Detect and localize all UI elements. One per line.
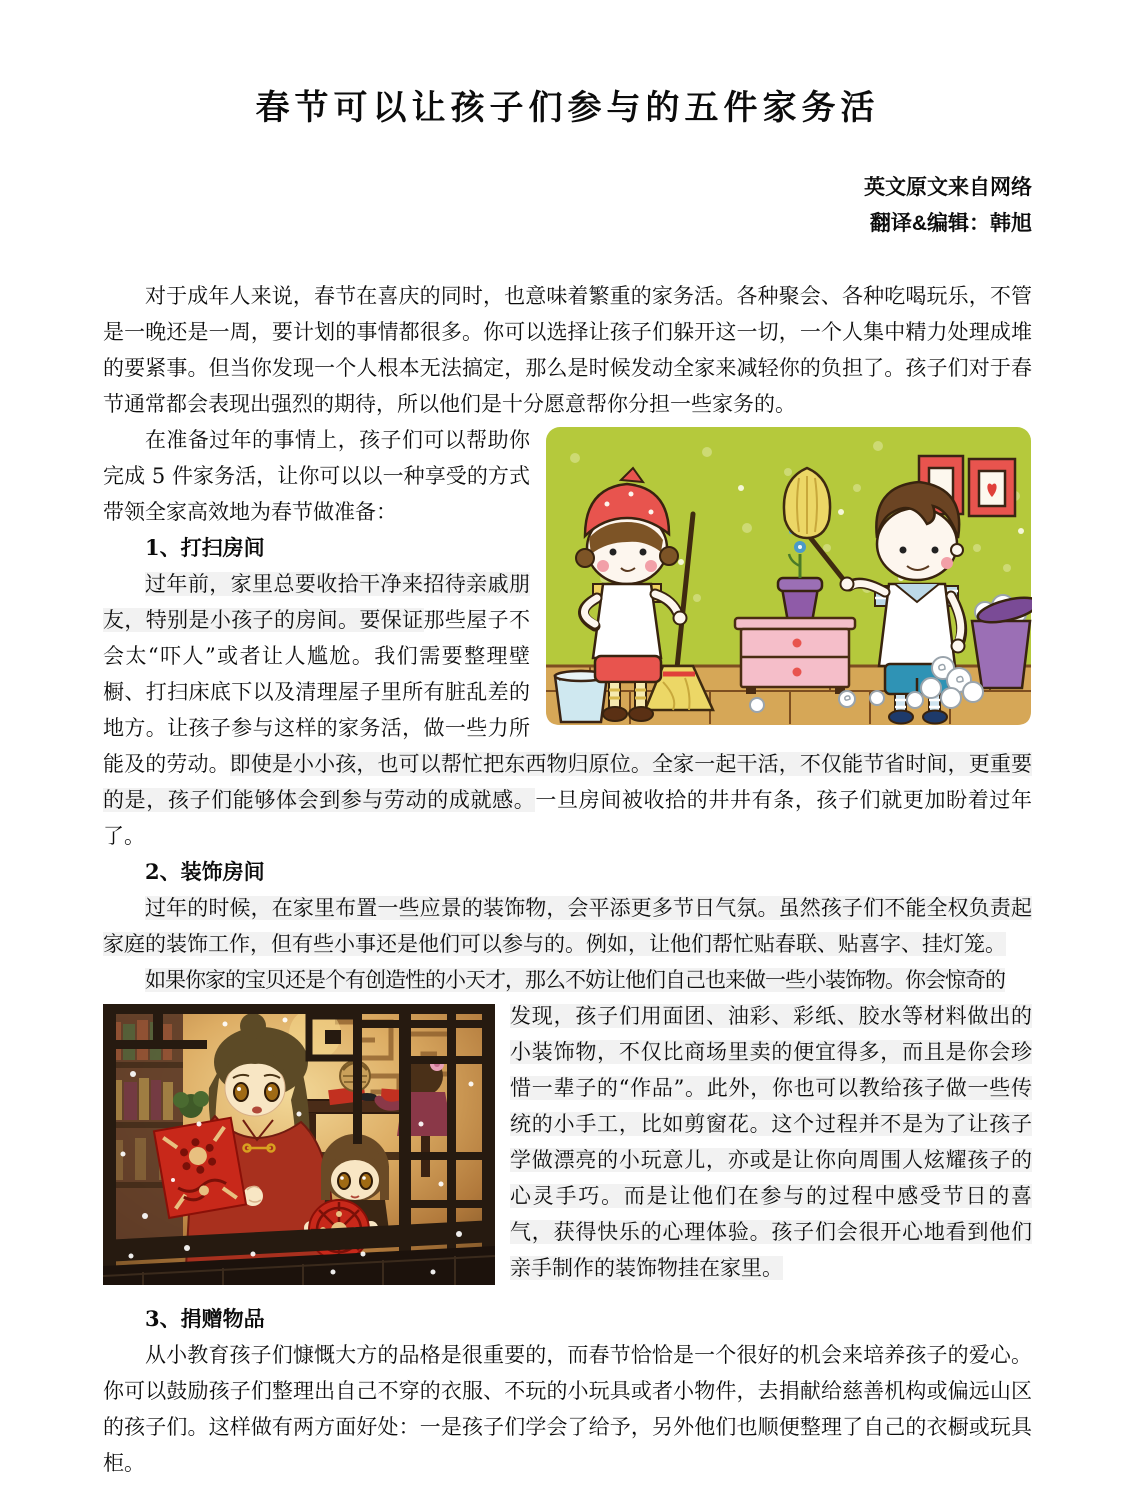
section-clean-room bbox=[103, 422, 1032, 854]
text-run: 那些屋子不会太“吓人”或者让人尴尬。我们需要整理壁橱、打扫床底下以及清理屋子里所有脏乱差的地方。让孩子参与这样的家务活，做一些力所能及的劳动。 bbox=[103, 608, 531, 776]
byline-credit: 翻译&编辑：韩旭 bbox=[869, 212, 1032, 235]
byline-source: 英文原文来自网络 bbox=[864, 176, 1032, 199]
intro-paragraph: 对于成年人来说，春节在喜庆的同时，也意味着繁重的家务活。各种聚会、各种吃喝玩乐，不管是一晚还是一周，要计划的事情都很多。你可以选择让孩子们躲开这一切，一个人集中精力处理成堆的要紧事。但当你发现一个人根本无法搞定，那么是时候发动全家来减轻你的负担了。孩子们对于春节通常都会表现出强烈的期待，所以他们是十分愿意帮你分担一些家务的。 bbox=[103, 284, 1032, 416]
lead-in-paragraph: 在准备过年的事情上，孩子们可以帮助你完成 5 件家务活，让你可以以一种享受的方式带领全家高效地为春节做准备： bbox=[103, 428, 530, 524]
text-run: 发现，孩子们用面团、油彩、彩纸、胶水等材料做出的小装饰物，不仅比商场里卖的便宜得多，而且是你会珍惜一辈子的“作品”。此外，你也可以教给孩子做一些传统的小手工，比如剪窗花。这个过程并不是为了让孩子学做漂亮的小玩意儿，亦或是让你向周围人炫耀孩子的心灵手巧。而是让他们在参与的过程中感受节日的喜气，获得快乐的心理体验。孩子们会很开心地看到他们亲手制作的装饰物挂在家里。 bbox=[510, 1004, 1032, 1280]
donate-paragraph: 从小教育孩子们慷慨大方的品格是很重要的，而春节恰恰是一个很好的机会来培养孩子的爱心。你可以鼓励孩子们整理出自己不穿的衣服、不玩的小玩具或者小物件，去捐献给慈善机构或偏远山区的孩子们。这样做有两方面好处：一是孩子们学会了给予，另外他们也顺便整理了自己的衣橱或玩具柜。 bbox=[103, 1343, 1032, 1475]
cleaning-cartoon-image bbox=[545, 426, 1032, 726]
text-run: 过年的时候，在家里布置一些应景的装饰物，会平添更多节日气氛。虽然孩子们不能全权负责起家庭的装饰工作，但有些小事还是他们可以参与的。例如，让他们帮忙贴春联、贴喜字、挂灯笼。 bbox=[103, 896, 1032, 956]
heading-decorate-room: 2、装饰房间 bbox=[145, 859, 265, 884]
text-run: 即使是小小孩，也可以帮忙把东西物归原位。全家一起干活，不仅能节省时间，更重要的是，孩子们能够体会到参与劳动的成就感。 bbox=[103, 752, 1033, 812]
paper-cutting-illustration bbox=[103, 1004, 495, 1285]
heading-clean-room: 1、打扫房间 bbox=[145, 535, 265, 560]
square-papercut bbox=[154, 1118, 246, 1218]
page-title: 春节可以让孩子们参与的五件家务活 bbox=[255, 88, 880, 128]
decorate-paragraph-2-lead bbox=[103, 962, 1032, 998]
heading-donate-items: 3、捐赠物品 bbox=[145, 1306, 265, 1331]
children-cleaning-illustration bbox=[545, 426, 1032, 726]
text-run: 如果你家的宝贝还是个有创造性的小天才，那么不妨让他们自己也来做一些小装饰物。你会惊奇的 bbox=[145, 968, 1005, 992]
text-run: 过年前，家里总要收拾干净来招待亲戚朋友，特别是小孩子的房间。要保证 bbox=[103, 572, 530, 632]
byline bbox=[103, 170, 1032, 242]
papercut-illustration-image bbox=[103, 1004, 495, 1285]
text-run: 一旦房间被收拾的井井有条，孩子们就更加盼着过年了。 bbox=[103, 788, 1033, 848]
section-decorate-wrap bbox=[103, 998, 1032, 1301]
decorate-paragraph-1 bbox=[103, 890, 1032, 962]
